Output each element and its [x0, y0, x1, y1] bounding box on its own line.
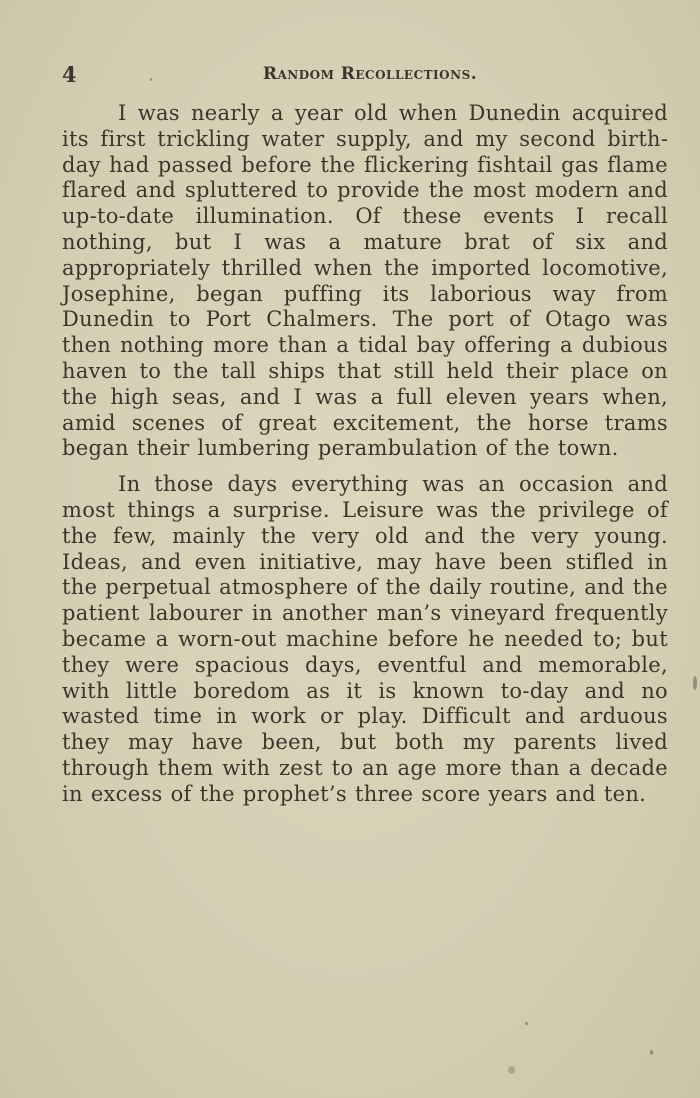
body-text	[62, 101, 668, 808]
page-header	[0, 62, 700, 92]
paper-speck	[508, 1066, 515, 1074]
paper-speck	[525, 1022, 528, 1025]
paper-speck	[693, 676, 697, 690]
paragraph-1: I was nearly a year old when Dunedin acquired its first trickling water supply, and my second birthday had passed before the flickering fishtail gas flame flared and spluttered to provide the most modern and up-to-date illumination. Of these events I recall nothing, but I was a mature brat of six and appropriately thrilled when the imported locomotive, Josephine, began puffing its laborious way from Dunedin to Port Chalmers. The port of Otago was then nothing more than a tidal bay offering a dubious haven to the tall ships that still held their place on the high seas, and I was a full eleven years when, amid scenes of great excitement, the horse trams began their lumbering perambulation of the town.	[62, 101, 668, 461]
paper-speck	[150, 78, 152, 81]
paragraph-2: In those days everything was an occasion and most things a surprise. Leisure was the privilege of the few, mainly the very old and the very young. Ideas, and even initiative, may have been stifled in the perpetual atmosphere of the daily routine, and the patient labourer in another man’s vineyard frequently became a worn-out machine before he needed to; but they were spacious days, eventful and memorable, with little boredom as it is known to-day and no wasted time in work or play. Difficult and arduous they may have been, but both my parents lived through them with zest to an age more than a decade in excess of the prophet’s three score years and ten.	[62, 472, 668, 806]
paper-speck	[650, 1050, 653, 1055]
running-head: Random Recollections.	[262, 64, 478, 84]
page-number: 4	[62, 62, 77, 87]
